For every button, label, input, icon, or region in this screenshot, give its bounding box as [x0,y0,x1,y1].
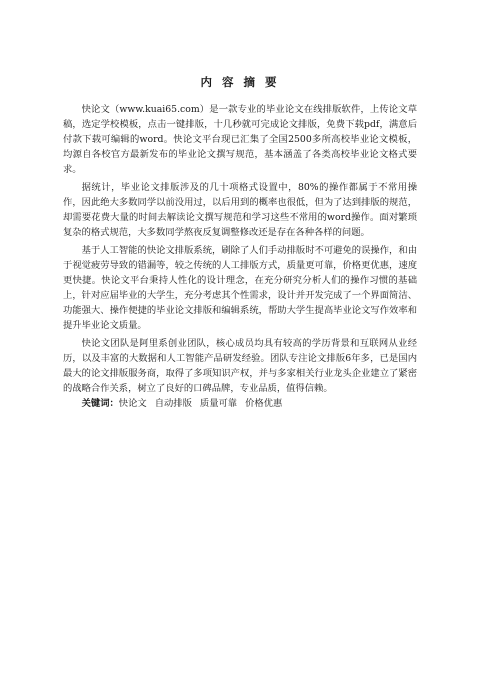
abstract-paragraph-3: 基于人工智能的快论文排版系统，刷除了人们手动排版时不可避免的误操作，和由于视觉疲劳导致的错漏等，较之传统的人工排版方式，质量更可靠，价格更优惠，速度更快捷。快论文平台秉持人性化的设计理念，在充分研究分析人们的操作习惯的基础上，针对应届毕业的大学生，充分考虑其个性需求，设计并开发完成了一个界面简洁、功能强大、操作便捷的毕业论文排版和编辑系统，帮助大学生提高毕业论文写作效率和提升毕业论文质量。 [63,245,417,331]
keyword: 价格优惠 [245,398,283,409]
keyword: 自动排版 [154,398,192,409]
abstract-title: 内 容 摘 要 [200,75,280,89]
keywords-label: 关键词： [81,398,119,409]
abstract-paragraph-2: 据统计，毕业论文排版涉及的几十项格式设置中，80%的操作都属于不常用操作，因此绝大多数同学以前没用过，以后用到的概率也很低，但为了达到排版的规范，却需要花费大量的时间去解读论文撰写规范和学习这些不常用的word操作。面对繁琐复杂的格式规范，大多数同学熬夜反复调整修改还是存在各种各样的问题。 [63,182,417,238]
abstract-paragraph-4: 快论文团队是阿里系创业团队，核心成员均具有较高的学历背景和互联网从业经历，以及丰富的大数据和人工智能产品研发经验。团队专注论文排版6年多，已是国内最大的论文排版服务商，取得了多项知识产权，并与多家相关行业龙头企业建立了紧密的战略合作关系，树立了良好的口碑品牌，专业品质，值得信赖。 [63,338,417,394]
keywords-line [63,396,417,411]
keyword: 质量可靠 [199,398,238,409]
keyword: 快论文 [118,398,147,409]
abstract-paragraph-1: 快论文（www.kuai65.com）是一款专业的毕业论文在线排版软件，上传论文草稿，选定学校模板，点击一键排版，十几秒就可完成论文排版，免费下载pdf，满意后付款下载可编辑的word。快论文平台现已汇集了全国2500多所高校毕业论文模板，均源自各校官方最新发布的毕业论文撰写规范，基本涵盖了各类高校毕业论文格式要求。 [63,104,417,175]
